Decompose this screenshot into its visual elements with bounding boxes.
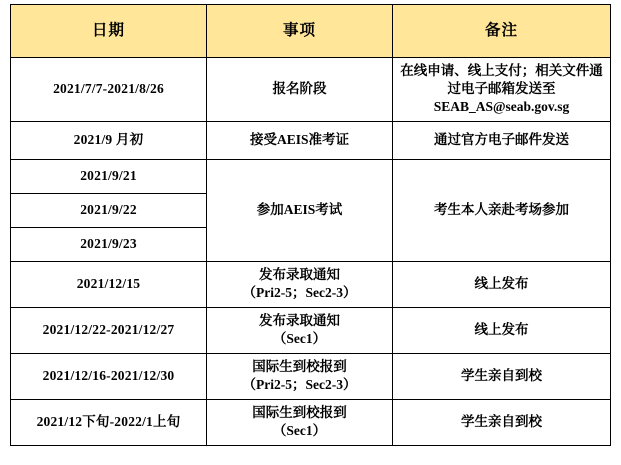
table-row xyxy=(11,121,611,159)
cell-date: 2021/7/7-2021/8/26 xyxy=(11,58,207,122)
cell-item xyxy=(207,307,393,353)
cell-item xyxy=(207,261,393,307)
cell-item-sub: （Pri2-5；Sec2-3） xyxy=(242,377,357,393)
cell-item xyxy=(207,353,393,399)
cell-date: 2021/9/21 xyxy=(11,159,207,193)
cell-note: 学生亲自到校 xyxy=(393,399,611,445)
table-row xyxy=(11,261,611,307)
cell-note: 在线申请、线上支付；相关文件通过电子邮箱发送至 SEAB_AS@seab.gov.sg xyxy=(393,58,611,122)
cell-item-main: 发布录取通知 xyxy=(259,312,340,328)
cell-date: 2021/12/16-2021/12/30 xyxy=(11,353,207,399)
cell-date: 2021/12下旬-2022/1上旬 xyxy=(11,399,207,445)
cell-date: 2021/9/23 xyxy=(11,227,207,261)
table-row xyxy=(11,307,611,353)
cell-note: 线上发布 xyxy=(393,261,611,307)
table-row xyxy=(11,353,611,399)
cell-item-main: 国际生到校报到 xyxy=(252,358,347,374)
cell-date: 2021/9/22 xyxy=(11,193,207,227)
cell-item: 接受AEIS准考证 xyxy=(207,121,393,159)
table-row xyxy=(11,58,611,122)
aeis-schedule-table xyxy=(10,4,611,446)
cell-item-sub: （Pri2-5；Sec2-3） xyxy=(242,285,357,301)
cell-item-main: 发布录取通知 xyxy=(259,266,340,282)
table-header-row xyxy=(11,5,611,58)
cell-note: 线上发布 xyxy=(393,307,611,353)
cell-note: 通过官方电子邮件发送 xyxy=(393,121,611,159)
cell-item-sub: （Sec1） xyxy=(272,423,327,439)
cell-item: 参加AEIS考试 xyxy=(207,159,393,261)
table-body xyxy=(11,58,611,446)
column-header-item: 事项 xyxy=(207,5,393,58)
table-row xyxy=(11,159,611,193)
cell-item-sub: （Sec1） xyxy=(272,331,327,347)
cell-item xyxy=(207,399,393,445)
cell-item-main: 国际生到校报到 xyxy=(252,404,347,420)
cell-date: 2021/12/15 xyxy=(11,261,207,307)
column-header-date: 日期 xyxy=(11,5,207,58)
table-header xyxy=(11,5,611,58)
cell-note: 学生亲自到校 xyxy=(393,353,611,399)
cell-date: 2021/12/22-2021/12/27 xyxy=(11,307,207,353)
cell-item: 报名阶段 xyxy=(207,58,393,122)
cell-note: 考生本人亲赴考场参加 xyxy=(393,159,611,261)
table-row xyxy=(11,399,611,445)
cell-date: 2021/9 月初 xyxy=(11,121,207,159)
column-header-note: 备注 xyxy=(393,5,611,58)
